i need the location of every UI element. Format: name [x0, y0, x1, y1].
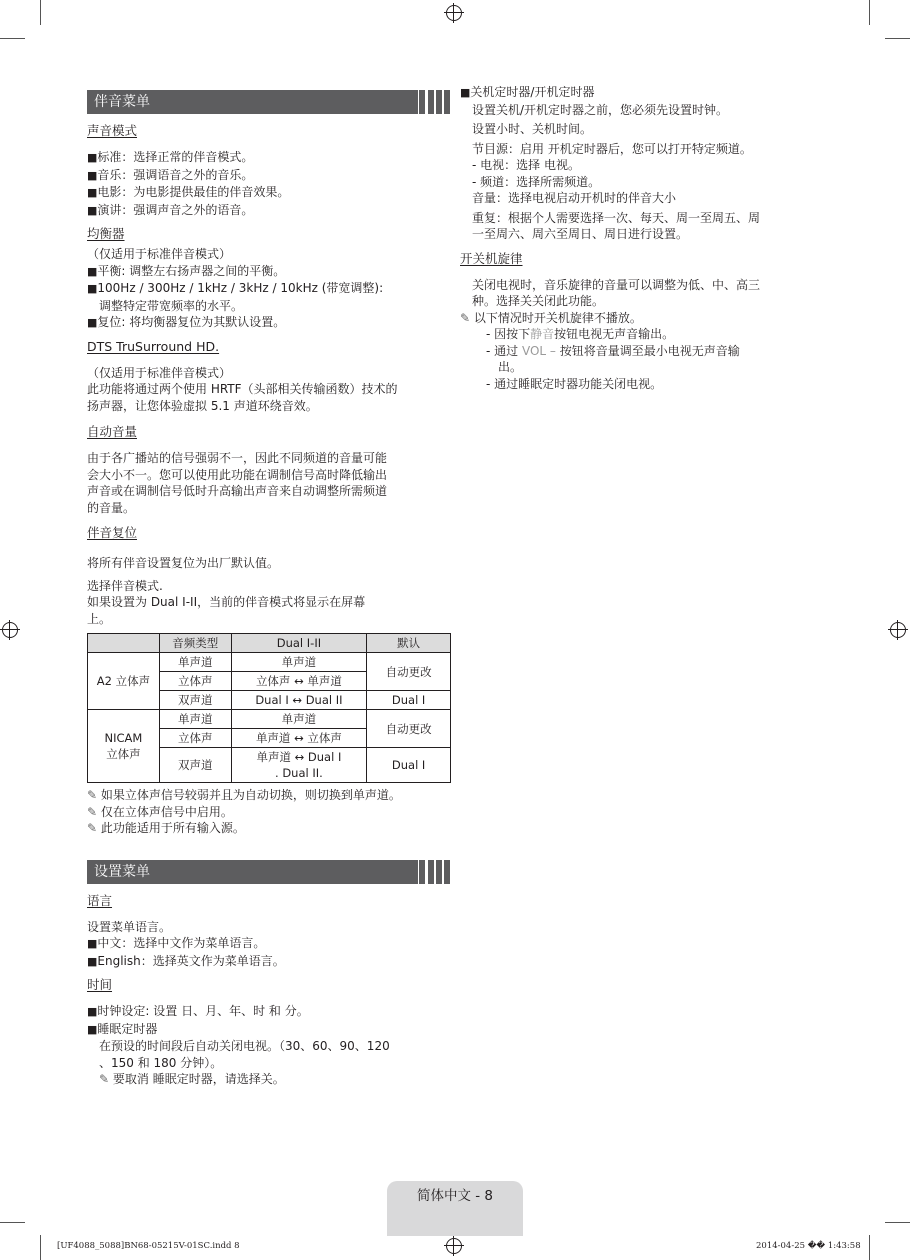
timer-title: ■ 关机定时器/开机定时器 [460, 84, 820, 102]
list-item: ■ 时钟设定: 设置 日、月、年、时 和 分。 [87, 1003, 451, 1021]
paragraph-line: 关闭电视时，音乐旋律的音量可以调整为低、中、高三 [472, 277, 761, 292]
crop-mark [40, 1235, 41, 1260]
date-slug: 2014-04-25 �� 1:43:58 [756, 1241, 861, 1251]
vol-button-label: VOL – [521, 343, 556, 358]
paragraph-line: 由于各广播站的信号强弱不一，因此不同频道的音量可能 [87, 451, 388, 465]
right-column [460, 84, 820, 392]
crop-mark [40, 0, 41, 25]
table-header-row [88, 634, 451, 653]
registration-mark-bottom [446, 1238, 462, 1254]
table-cell: 单声道 [231, 653, 367, 672]
list-item: ■ 睡眠定时器 [87, 1021, 451, 1039]
file-slug: [UF4088_5088]BN68-05215V-01SC.indd 8 [57, 1241, 240, 1251]
sound-reset-heading: 伴音复位 [87, 525, 138, 540]
table-row [88, 710, 451, 729]
registration-mark-top [446, 5, 462, 21]
sound-mode-table [87, 633, 451, 783]
sound-menu-header [87, 90, 451, 114]
list-item: ■ 100Hz / 300Hz / 1kHz / 3kHz / 10kHz (带宽调整): [87, 280, 451, 298]
note-line: ✎ 仅在立体声信号中启用。 [87, 804, 451, 821]
paragraph-line: - 电视：选择 电视。 [472, 158, 580, 172]
note-line: ✎ 此功能适用于所有输入源。 [87, 820, 451, 837]
text-span: 按钮将音量调至最小电视无声音输 [555, 343, 740, 358]
note-line: ✎ 要取消 睡眠定时器，请选择关。 [87, 1071, 451, 1088]
table-header-cell [88, 634, 160, 653]
table-cell: A2 立体声 [88, 653, 160, 710]
paragraph-line: 将所有伴音设置复位为出厂默认值。 [87, 556, 280, 570]
paragraph-line: 声音或在调制信号低时升高输出声音来自动调整所需频道 [87, 484, 388, 498]
cell-line: 单声道 ↔ Dual I [256, 750, 342, 764]
text-span: - 通过 [486, 343, 522, 358]
paragraph-line: 会大小不一。您可以使用此功能在调制信号高时降低输出 [87, 467, 388, 482]
paragraph-line: 此功能将通过两个使用 HRTF（头部相关传输函数）技术的 [87, 382, 398, 396]
paragraph-line: 节目源：启用 开机定时器后，您可以打开特定频道。 [472, 141, 752, 156]
paragraph-line: 种。选择关关闭此功能。 [472, 294, 605, 308]
list-item: ■ 中文：选择中文作为菜单语言。 [87, 935, 451, 953]
table-cell: 单声道 [159, 710, 231, 729]
list-item: ■ 电影：为电影提供最佳的伴音效果。 [87, 184, 451, 202]
table-cell: 单声道 [231, 710, 367, 729]
mute-button-label: 静音 [530, 327, 555, 341]
paragraph-line: 在预设的时间段后自动关闭电视。（30、60、90、120 [99, 1039, 390, 1053]
table-cell: 立体声 ↔ 单声道 [231, 672, 367, 691]
paragraph-line: 设置关机/开机定时器之前，您必须先设置时钟。 [472, 102, 729, 117]
page-number-tab [387, 1181, 523, 1236]
paragraph-line: 重复：根据个人需要选择一次、每天、周一至周五、周 [472, 210, 761, 225]
list-item: ■ 复位: 将均衡器复位为其默认设置。 [87, 314, 451, 332]
sub-item [460, 343, 820, 360]
nicam-label: 立体声 [106, 747, 141, 761]
table-cell [88, 710, 160, 783]
registration-mark-left [2, 622, 18, 638]
crop-mark [0, 38, 25, 39]
paragraph-line: 设置菜单语言。 [87, 919, 172, 934]
nicam-label: NICAM [104, 731, 143, 745]
paragraph-line: 一至周六、周六至周日、周日进行设置。 [472, 227, 689, 241]
table-cell: 双声道 [159, 748, 231, 783]
paragraph-line: 音量：选择电视启动开机时的伴音大小 [472, 191, 677, 205]
auto-volume-heading: 自动音量 [87, 424, 138, 439]
melody-heading: 开关机旋律 [460, 250, 523, 266]
table-cell: 单声道 [159, 653, 231, 672]
time-heading: 时间 [87, 977, 113, 992]
list-item-continued: 调整特定带宽频率的水平。 [99, 298, 244, 313]
left-column [87, 90, 451, 1088]
table-row [88, 653, 451, 672]
sub-item [460, 326, 820, 343]
crop-mark [885, 1222, 910, 1223]
paragraph-line: 选择伴音模式. [87, 578, 163, 593]
table-cell: Dual I [367, 748, 451, 783]
crop-mark [885, 38, 910, 39]
header-stripes [418, 860, 451, 884]
table-cell [231, 748, 367, 783]
list-item: ■ 标准：选择正常的伴音模式。 [87, 149, 451, 167]
note-line: ✎ 以下情况时开关机旋律不播放。 [460, 310, 820, 327]
section-title: 设置菜单 [94, 863, 150, 880]
section-title: 伴音菜单 [94, 94, 150, 110]
note-line: ✎ 如果立体声信号较弱并且为自动切换，则切换到单声道。 [87, 787, 451, 804]
setup-menu-header [87, 860, 451, 884]
text-span: - 因按下 [486, 327, 531, 341]
text-span: 按钮电视无声音输出。 [554, 327, 675, 341]
page-label: 简体中文 - 8 [416, 1188, 494, 1204]
paragraph-line: 上。 [87, 611, 112, 626]
paragraph-line: 设置小时、关机时间。 [472, 122, 593, 136]
table-cell: 立体声 [159, 729, 231, 748]
equalizer-note: （仅适用于标准伴音模式） [87, 247, 232, 261]
paragraph-line: 、150 和 180 分钟）。 [99, 1055, 223, 1070]
paragraph-line: - 频道：选择所需频道。 [472, 174, 601, 189]
paragraph-line: 的音量。 [87, 500, 136, 515]
table-cell: 自动更改 [367, 710, 451, 748]
cell-line: . Dual II. [275, 766, 323, 780]
table-header-cell: 默认 [367, 634, 451, 653]
equalizer-heading: 均衡器 [87, 226, 125, 241]
list-item: ■ 平衡: 调整左右扬声器之间的平衡。 [87, 263, 451, 281]
paragraph-line: 如果设置为 Dual I-II，当前的伴音模式将显示在屏幕 [87, 595, 366, 609]
dts-note: （仅适用于标准伴音模式） [87, 365, 232, 380]
language-heading: 语言 [87, 892, 113, 908]
table-header-cell: 音频类型 [159, 634, 231, 653]
table-cell: 双声道 [159, 691, 231, 710]
table-cell: 单声道 ↔ 立体声 [231, 729, 367, 748]
registration-mark-right [890, 622, 906, 638]
table-cell: 立体声 [159, 672, 231, 691]
paragraph-line: 扬声器，让您体验虚拟 5.1 声道环绕音效。 [87, 398, 318, 413]
crop-mark [869, 0, 870, 25]
sub-item: - 通过睡眠定时器功能关闭电视。 [486, 376, 663, 391]
sub-item-continued: 出。 [498, 360, 523, 374]
list-item: ■ 演讲：强调声音之外的语音。 [87, 202, 451, 220]
list-item: ■ English：选择英文作为菜单语言。 [87, 953, 451, 971]
crop-mark [0, 1222, 25, 1223]
dts-heading: DTS TruSurround HD. [87, 338, 220, 354]
table-header-cell: Dual I-II [231, 634, 367, 653]
table-cell: Dual I ↔ Dual II [231, 691, 367, 710]
header-stripes [418, 90, 451, 114]
crop-mark [869, 1235, 870, 1260]
table-cell: 自动更改 [367, 653, 451, 691]
sound-mode-heading: 声音模式 [87, 123, 138, 138]
list-item: ■ 音乐：强调语音之外的音乐。 [87, 167, 451, 185]
table-cell: Dual I [367, 691, 451, 710]
